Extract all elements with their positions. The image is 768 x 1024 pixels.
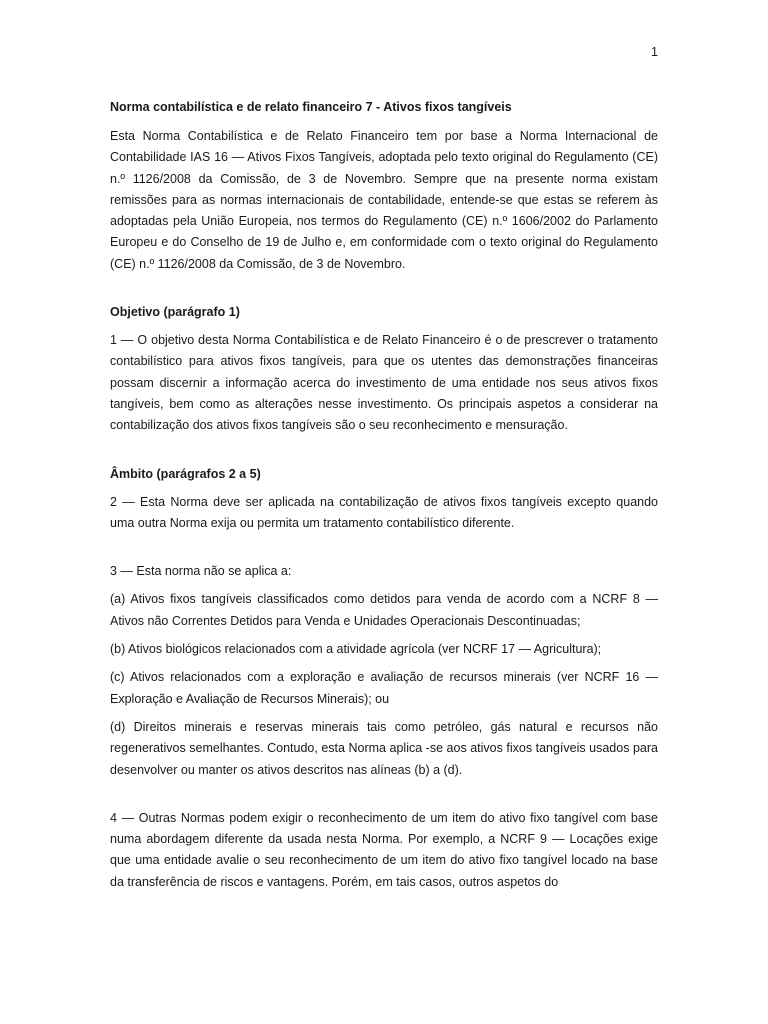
paragraph-4: 4 — Outras Normas podem exigir o reconhecimento de um item do ativo fixo tangível com base numa abordagem diferente da usada nesta Norma. Por exemplo, a NCRF 9 — Locações exige que uma entidade avalie o seu reconhecimento de um item do ativo fixo tangível locado na base da transferência de riscos e vantagens. Porém, em tais casos, outros aspetos do: [110, 810, 658, 889]
intro-paragraph: Esta Norma Contabilística e de Relato Financeiro tem por base a Norma Internacional de Contabilidade IAS 16 — Ativos Fixos Tangíveis, adoptada pelo texto original do Regulamento (CE) n.º 1126/2008 da Comissão, de 3 de Novembro. Sempre que na presente norma existam remissões para as normas internacionais de contabilidade, entende-se que estas se referem às adoptadas pela União Europeia, nos termos do Regulamento (CE) n.º 1606/2002 do Parlamento Europeu e do Conselho de 19 de Julho e, em conformidade com o texto original do Regulamento (CE) n.º 1126/2008 da Comissão, de 3 de Novembro.: [110, 129, 658, 271]
paragraph-3b: (b) Ativos biológicos relacionados com a atividade agrícola (ver NCRF 17 — Agricultura);: [110, 642, 602, 657]
paragraph-3d: (d) Direitos minerais e reservas minerais tais como petróleo, gás natural e recursos não regenerativos semelhantes. Contudo, esta Norma aplica -se aos ativos fixos tangíveis usados para desenvolver ou manter os ativos descritos nas alíneas (b) a (d).: [110, 719, 658, 777]
document-body: [110, 97, 658, 900]
document-title: Norma contabilística e de relato financeiro 7 - Ativos fixos tangíveis: [110, 100, 512, 114]
paragraph-3a: (a) Ativos fixos tangíveis classificados como detidos para venda de acordo com a NCRF 8 — Ativos não Correntes Detidos para Venda e Unidades Operacionais Descontinuadas;: [110, 592, 658, 628]
paragraph-1: 1 — O objetivo desta Norma Contabilística e de Relato Financeiro é o de prescrever o tratamento contabilístico para ativos fixos tangíveis, para que os utentes das demonstrações financeiras possam discernir a informação acerca do investimento de uma entidade nos seus ativos fixos tangíveis, bem como as alterações nesse investimento. Os principais aspetos a considerar na contabilização dos ativos fixos tangíveis são o seu reconhecimento e mensuração.: [110, 333, 658, 433]
section-heading-objetivo: Objetivo (parágrafo 1): [110, 305, 240, 320]
page-number: 1: [651, 45, 658, 59]
paragraph-2: 2 — Esta Norma deve ser aplicada na contabilização de ativos fixos tangíveis excepto quando uma outra Norma exija ou permita um tratamento contabilístico diferente.: [110, 494, 658, 530]
paragraph-3: 3 — Esta norma não se aplica a:: [110, 564, 292, 579]
paragraph-3c: (c) Ativos relacionados com a exploração e avaliação de recursos minerais (ver NCRF 16 — Exploração e Avaliação de Recursos Minerais); ou: [110, 670, 658, 706]
section-heading-ambito: Âmbito (parágrafos 2 a 5): [110, 466, 261, 481]
